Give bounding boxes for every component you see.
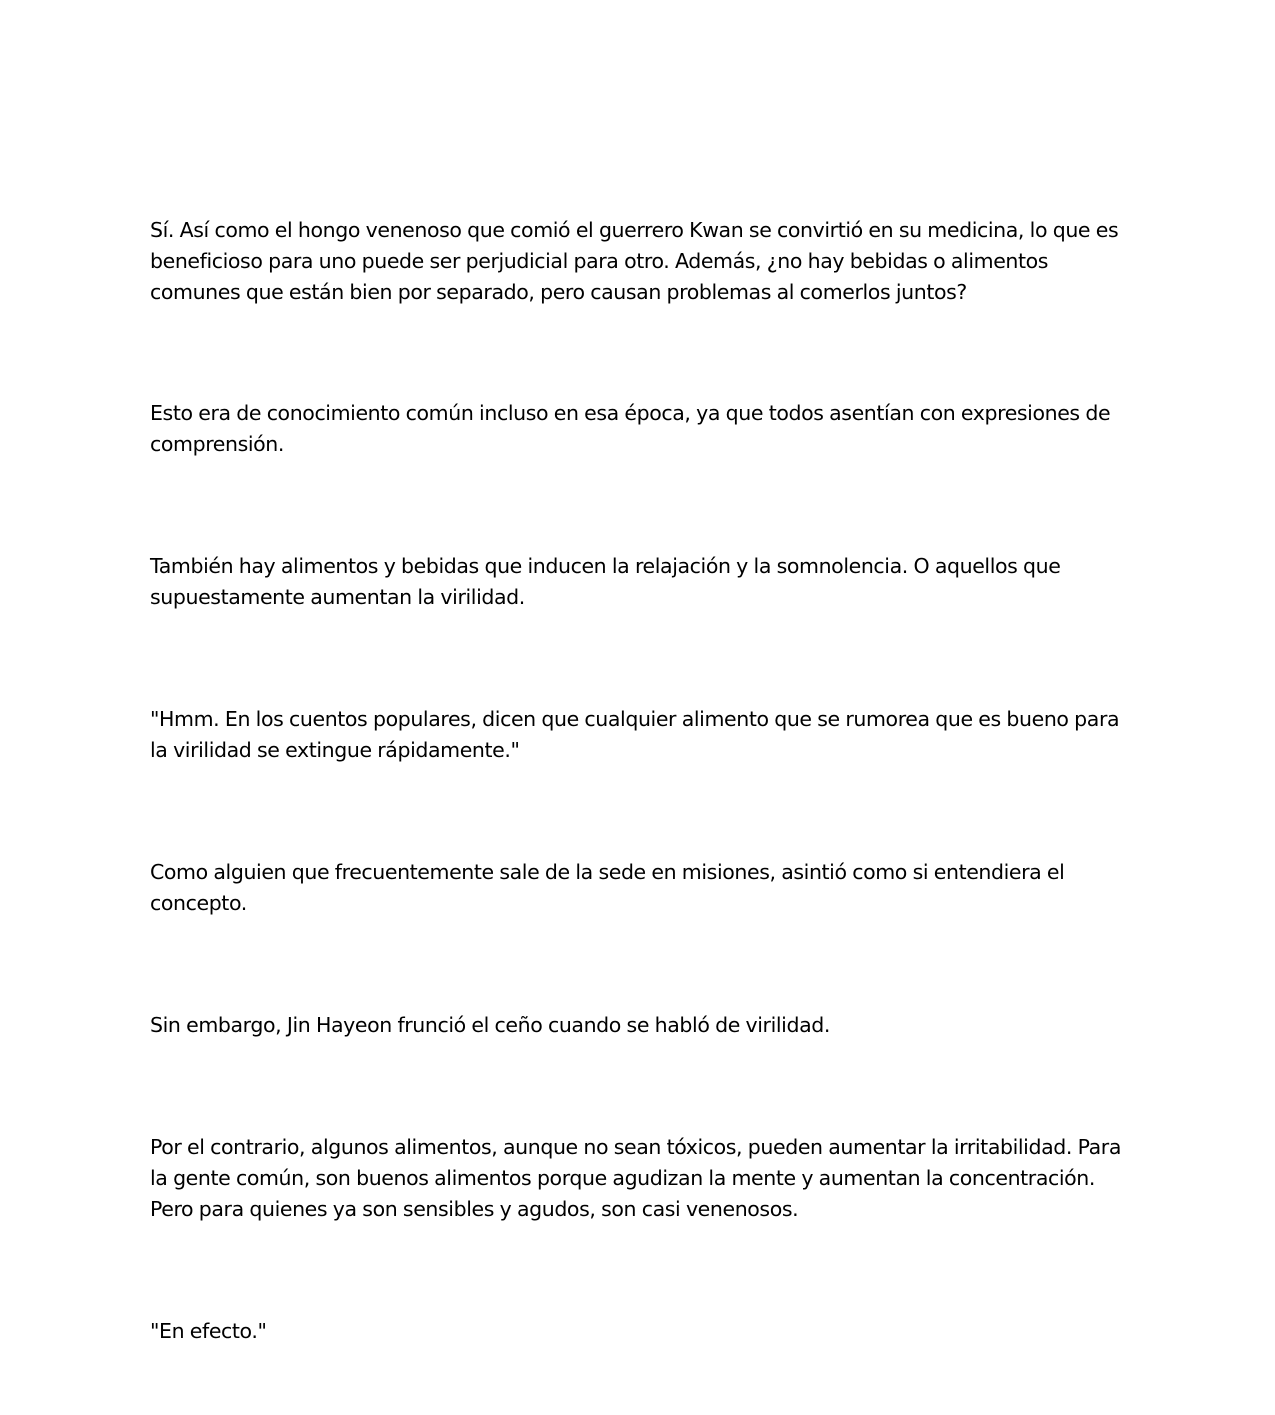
paragraph-5: Como alguien que frecuentemente sale de la sede en misiones, asintió como si entendiera el concepto. [150,860,1065,915]
paragraph-8: "En efecto." [150,1319,267,1343]
paragraph-3: También hay alimentos y bebidas que inducen la relajación y la somnolencia. O aquellos que supuestamente aumentan la virilidad. [150,554,1061,609]
paragraph-6: Sin embargo, Jin Hayeon frunció el ceño cuando se habló de virilidad. [150,1013,830,1037]
paragraph-7: Por el contrario, algunos alimentos, aunque no sean tóxicos, pueden aumentar la irritabilidad. Para la gente común, son buenos alimentos porque agudizan la mente y aumentan la concentración. Pero para quienes ya son sensibles y agudos, son casi venenosos. [150,1135,1121,1221]
paragraph-1: Sí. Así como el hongo venenoso que comió el guerrero Kwan se convirtió en su medicina, lo que es beneficioso para uno puede ser perjudicial para otro. Además, ¿no hay bebidas o alimentos comunes que están bien por separado, pero causan problemas al comerlos juntos? [150,218,1119,304]
paragraph-4: "Hmm. En los cuentos populares, dicen que cualquier alimento que se rumorea que es bueno para la virilidad se extingue rápidamente." [150,707,1120,762]
paragraph-2: Esto era de conocimiento común incluso en esa época, ya que todos asentían con expresiones de comprensión. [150,401,1111,456]
